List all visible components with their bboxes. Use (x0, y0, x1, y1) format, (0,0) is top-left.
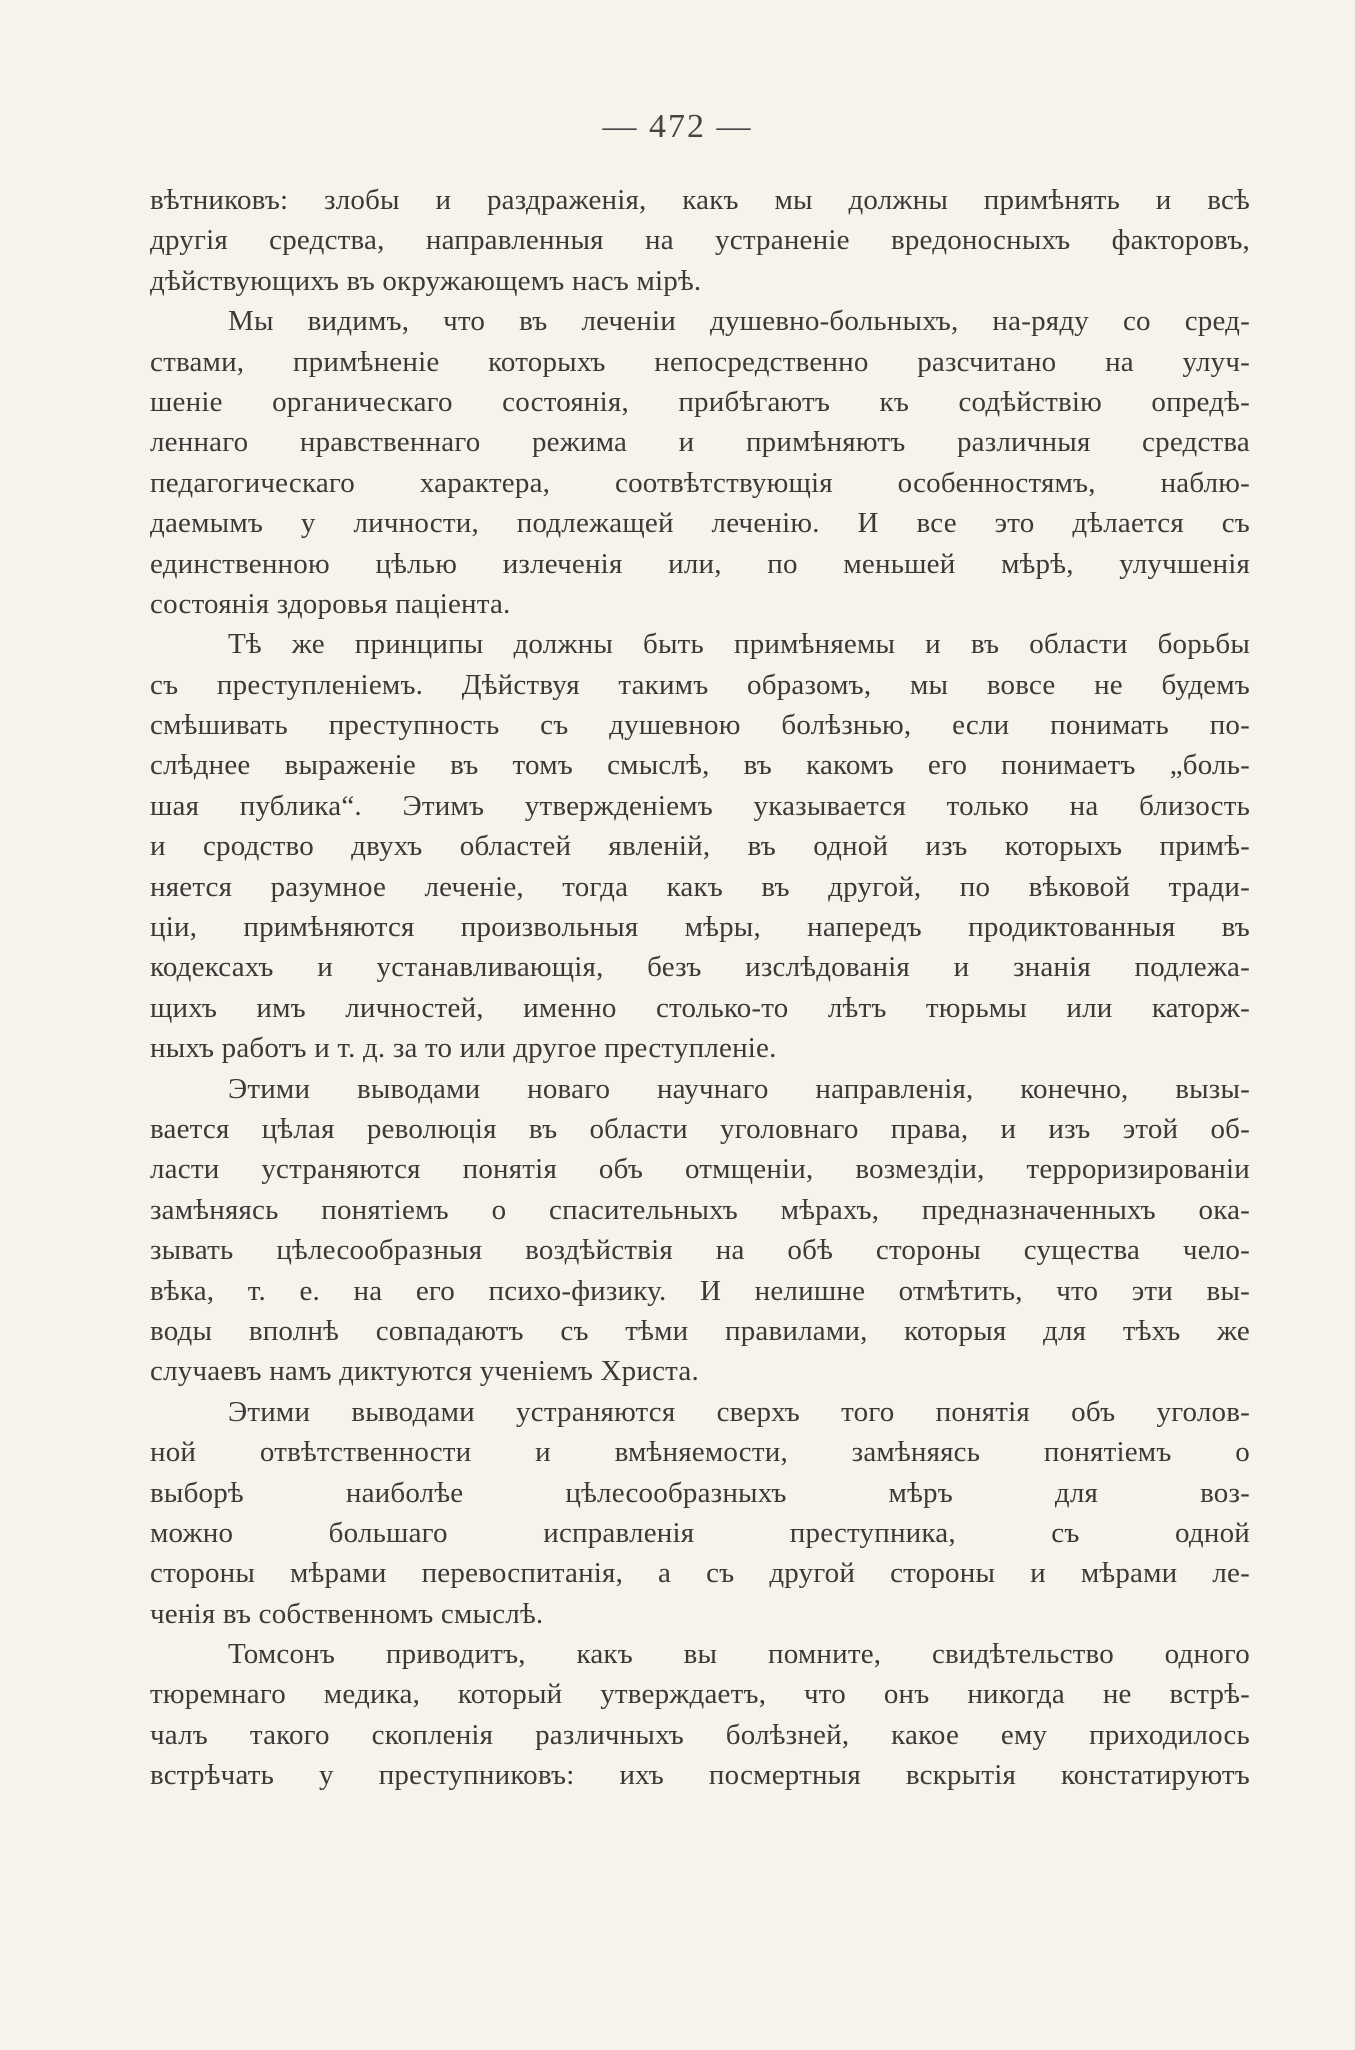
text-line: чалъ такого скопленія различныхъ болѣзней, какое ему приходилось (150, 1718, 1250, 1751)
text-line: педагогическаго характера, соотвѣтствующія особенностямъ, наблю- (150, 466, 1250, 499)
text-line: вѣка, т. е. на его психо-физику. И нелишне отмѣтить, что эти вы- (150, 1274, 1250, 1307)
text-line: кодексахъ и устанавливающія, безъ изслѣдованія и знанія подлежа- (150, 951, 1250, 984)
paragraph-first-line: Этими выводами устраняются сверхъ того понятія объ уголов- (228, 1395, 1250, 1428)
paragraph-first-line: Томсонъ приводитъ, какъ вы помните, свидѣтельство одного (228, 1638, 1250, 1671)
page-number: — 472 — (602, 108, 753, 145)
paragraph-first-line: Мы видимъ, что въ леченіи душевно-больныхъ, на-ряду со сред- (228, 305, 1250, 338)
paragraph-first-line: Тѣ же принципы должны быть примѣняемы и въ области борьбы (228, 628, 1250, 661)
text-line: шая публика“. Этимъ утвержденіемъ указывается только на близость (150, 789, 1250, 822)
text-line: можно большаго исправленія преступника, съ одной (150, 1516, 1250, 1549)
text-line: няется разумное леченіе, тогда какъ въ другой, по вѣковой тради- (150, 870, 1250, 903)
text-line: и сродство двухъ областей явленій, въ одной изъ которыхъ примѣ- (150, 830, 1250, 863)
text-line: зывать цѣлесообразныя воздѣйствія на обѣ стороны существа чело- (150, 1234, 1250, 1267)
text-line: стороны мѣрами перевоспитанія, а съ другой стороны и мѣрами ле- (150, 1557, 1250, 1590)
text-line: ласти устраняются понятія объ отмщеніи, возмездіи, терроризированіи (150, 1153, 1250, 1186)
text-line: шеніе органическаго состоянія, прибѣгаютъ къ содѣйствію опредѣ- (150, 385, 1250, 418)
text-line: случаевъ намъ диктуются ученіемъ Христа. (150, 1355, 699, 1388)
text-line: смѣшивать преступность съ душевною болѣзнью, если понимать по- (150, 709, 1250, 742)
text-line: даемымъ у личности, подлежащей леченію. И все это дѣлается съ (150, 507, 1250, 540)
text-line: вается цѣлая революція въ области уголовнаго права, и изъ этой об- (150, 1112, 1250, 1145)
text-line: съ преступленіемъ. Дѣйствуя такимъ образомъ, мы вовсе не будемъ (150, 668, 1250, 701)
text-line: воды вполнѣ совпадаютъ съ тѣми правилами, которыя для тѣхъ же (150, 1314, 1250, 1347)
text-line: леннаго нравственнаго режима и примѣняютъ различныя средства (150, 426, 1250, 459)
body-text (150, 180, 1250, 1796)
text-line: единственною цѣлью излеченія или, по меньшей мѣрѣ, улучшенія (150, 547, 1250, 580)
text-line: другія средства, направленныя на устраненіе вредоносныхъ факторовъ, (150, 224, 1250, 257)
text-line: ствами, примѣненіе которыхъ непосредственно разсчитано на улуч- (150, 345, 1250, 378)
text-line: выборѣ наиболѣе цѣлесообразныхъ мѣръ для воз- (150, 1476, 1250, 1509)
text-line: ціи, примѣняются произвольныя мѣры, напередъ продиктованныя въ (150, 911, 1250, 944)
text-line: ной отвѣтственности и вмѣняемости, замѣняясь понятіемъ о (150, 1436, 1250, 1469)
text-line: замѣняясь понятіемъ о спасительныхъ мѣрахъ, предназначенныхъ ока- (150, 1193, 1250, 1226)
paragraph-first-line: Этими выводами новаго научнаго направленія, конечно, вызы- (228, 1072, 1250, 1105)
text-line: дѣйствующихъ въ окружающемъ насъ мірѣ. (150, 264, 702, 297)
text-line: состоянія здоровья паціента. (150, 587, 511, 620)
text-line: ныхъ работъ и т. д. за то или другое преступленіе. (150, 1032, 777, 1065)
text-line: встрѣчать у преступниковъ: ихъ посмертныя вскрытія констатируютъ (150, 1759, 1250, 1792)
text-line: ченія въ собственномъ смыслѣ. (150, 1597, 544, 1630)
text-line: щихъ имъ личностей, именно столько-то лѣтъ тюрьмы или каторж- (150, 991, 1250, 1024)
text-line: тюремнаго медика, который утверждаетъ, что онъ никогда не встрѣ- (150, 1678, 1250, 1711)
text-line: вѣтниковъ: злобы и раздраженія, какъ мы должны примѣнять и всѣ (150, 184, 1250, 216)
text-line: слѣднее выраженіе въ томъ смыслѣ, въ какомъ его понимаетъ „боль- (150, 749, 1250, 782)
